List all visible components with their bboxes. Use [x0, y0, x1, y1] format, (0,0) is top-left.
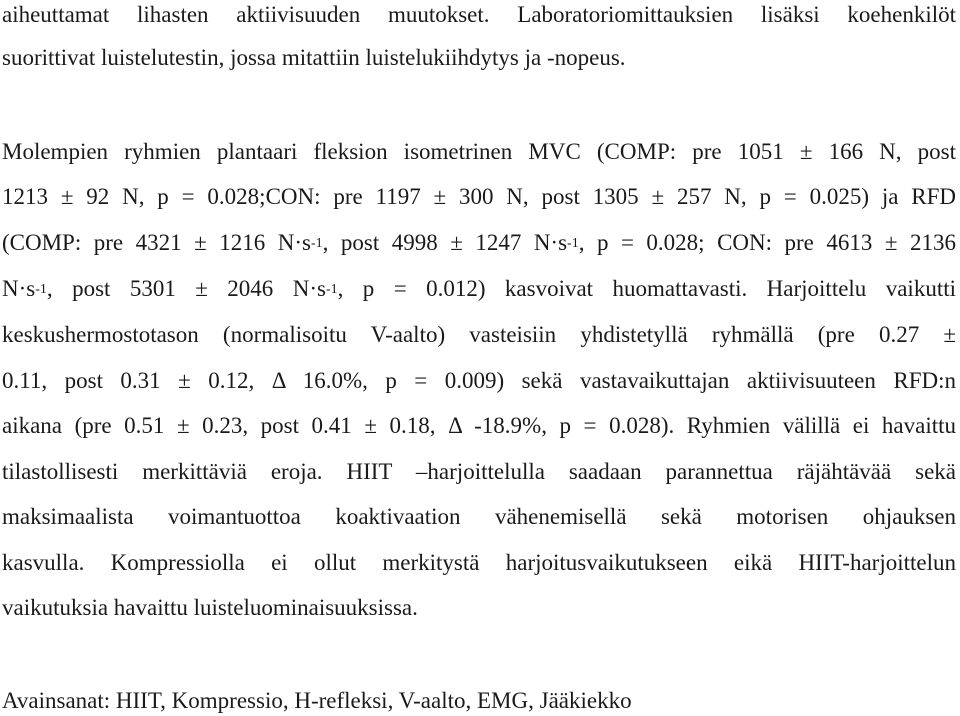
- paragraph-main-line-6: 0.11, post 0.31 ± 0.12, Δ 16.0%, p = 0.009) sekä vastavaikuttajan aktiivisuuteen RFD:n: [2, 368, 956, 393]
- paragraph-main-line-2: 1213 ± 92 N, p = 0.028;CON: pre 1197 ± 300 N, post 1305 ± 257 N, p = 0.025) ja RFD: [2, 184, 956, 209]
- line4-sup-b: -1: [325, 282, 338, 297]
- paragraph-top-line-1: aiheuttamat lihasten aktiivisuuden muutokset. Laboratoriomittauksien lisäksi koehenkilöt: [2, 2, 956, 27]
- paragraph-main-line-9: maksimaalista voimantuottoa koaktivaation vähenemisellä sekä motorisen ohjauksen: [2, 504, 956, 529]
- paragraph-main-line-5: keskushermostotason (normalisoitu V-aalto) vasteisiin yhdistetyllä ryhmällä (pre 0.27 ±: [2, 322, 956, 347]
- line4-part-a: N·s: [2, 276, 36, 301]
- paragraph-top-line-2: suorittivat luistelutestin, jossa mitattiin luistelukiihdytys ja -nopeus.: [2, 45, 626, 70]
- paragraph-main-line-10: kasvulla. Kompressiolla ei ollut merkitystä harjoitusvaikutukseen eikä HIIT-harjoittelun: [2, 550, 956, 575]
- paragraph-main-line-7: aikana (pre 0.51 ± 0.23, post 0.41 ± 0.18, Δ -18.9%, p = 0.028). Ryhmien välillä ei havaittu: [2, 413, 956, 438]
- line4-sup-a: -1: [35, 282, 47, 297]
- line3-part-b: , post 4998 ± 1247 N·s: [322, 230, 568, 255]
- line3-sup-b: -1: [567, 236, 579, 251]
- paragraph-main-line-3: [2, 228, 956, 258]
- line3-part-c: , p = 0.028; CON: pre 4613 ± 2136: [578, 230, 957, 255]
- paragraph-main-line-8: tilastollisesti merkittäviä eroja. HIIT –harjoittelulla saadaan parannettua räjähtävää sekä: [2, 459, 956, 484]
- paragraph-main-line-4: [2, 274, 956, 304]
- line3-part-a: (COMP: pre 4321 ± 1216 N·s: [2, 230, 311, 255]
- line3-sup-a: -1: [310, 236, 323, 251]
- line4-part-c: , p = 0.012) kasvoivat huomattavasti. Harjoittelu vaikutti: [337, 276, 956, 301]
- paragraph-main-line-1: Molempien ryhmien plantaari fleksion isometrinen MVC (COMP: pre 1051 ± 166 N, post: [2, 139, 956, 164]
- paragraph-main-line-11: vaikutuksia havaittu luisteluominaisuuksissa.: [2, 595, 418, 620]
- line4-part-b: , post 5301 ± 2046 N·s: [46, 276, 326, 301]
- keywords-line: Avainsanat: HIIT, Kompressio, H-refleksi, V-aalto, EMG, Jääkiekko: [2, 688, 632, 713]
